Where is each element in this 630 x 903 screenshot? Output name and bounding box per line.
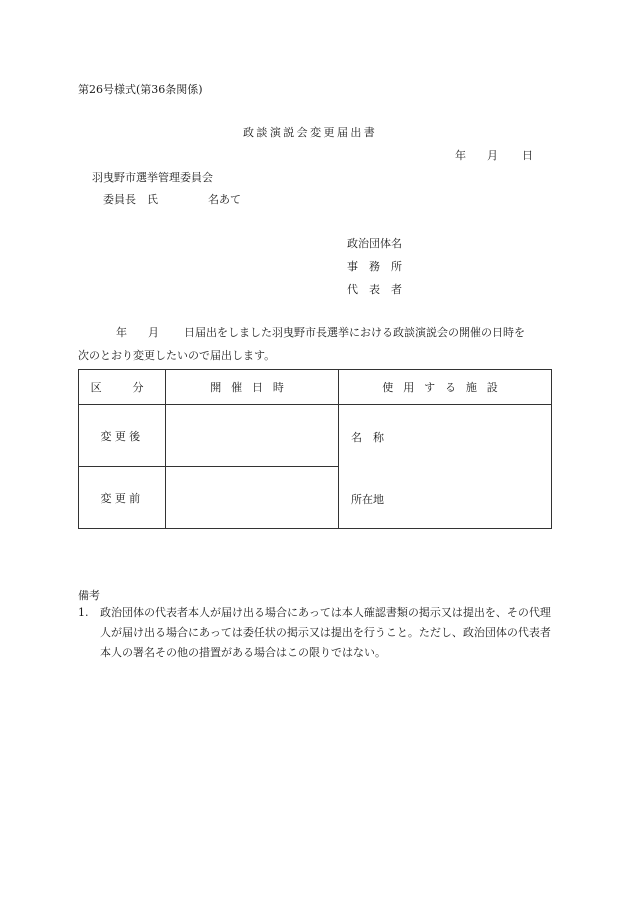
facility-address-label: 所在地 (351, 493, 384, 506)
notes-heading: 備考 (78, 589, 100, 602)
addressee-committee: 羽曳野市選挙管理委員会 (92, 171, 213, 184)
header-category: 区 分 (79, 370, 166, 405)
document-title: 政談演説会変更届出書 (243, 126, 378, 139)
date-month: 月 (487, 149, 498, 162)
addressee-chair: 委員長 (103, 193, 136, 206)
datetime-after-cell[interactable] (166, 405, 339, 467)
change-table (78, 369, 552, 529)
header-datetime: 開催日時 (166, 370, 339, 405)
note-text: 政治団体の代表者本人が届け出る場合にあっては本人確認書類の掲示又は提出を、その代理人が届け出る場合にあっては委任状の掲示又は提出を行うこと。ただし、政治団体の代表者本人の署名その他の措置がある場合はこの限りではない。 (100, 606, 551, 659)
note-item (78, 603, 553, 663)
category-before: 変更前 (79, 467, 166, 529)
datetime-before-cell[interactable] (166, 467, 339, 529)
form-number: 第26号様式(第36条関係) (78, 83, 203, 96)
body-line1: 日届出をしました羽曳野市長選挙における政談演説会の開催の日時を (184, 326, 525, 339)
date-year: 年 (455, 149, 466, 162)
applicant-representative: 代 表 者 (347, 283, 402, 296)
category-after: 変更後 (79, 405, 166, 467)
addressee-name-suffix: 名あて (208, 193, 241, 206)
header-facility: 使用する施設 (339, 370, 552, 405)
body-month: 月 (148, 326, 159, 339)
applicant-org-name: 政治団体名 (347, 237, 402, 250)
applicant-office: 事 務 所 (347, 260, 402, 273)
facility-name-label: 名 称 (351, 431, 384, 444)
date-day: 日 (522, 149, 533, 162)
table-header-row (79, 370, 552, 405)
facility-cell[interactable] (339, 405, 552, 529)
note-number: 1. (78, 606, 89, 619)
body-year: 年 (116, 326, 127, 339)
addressee-honorific: 氏 (147, 193, 158, 206)
body-line2: 次のとおり変更したいので届出します。 (78, 349, 276, 362)
table-row-after (79, 405, 552, 467)
